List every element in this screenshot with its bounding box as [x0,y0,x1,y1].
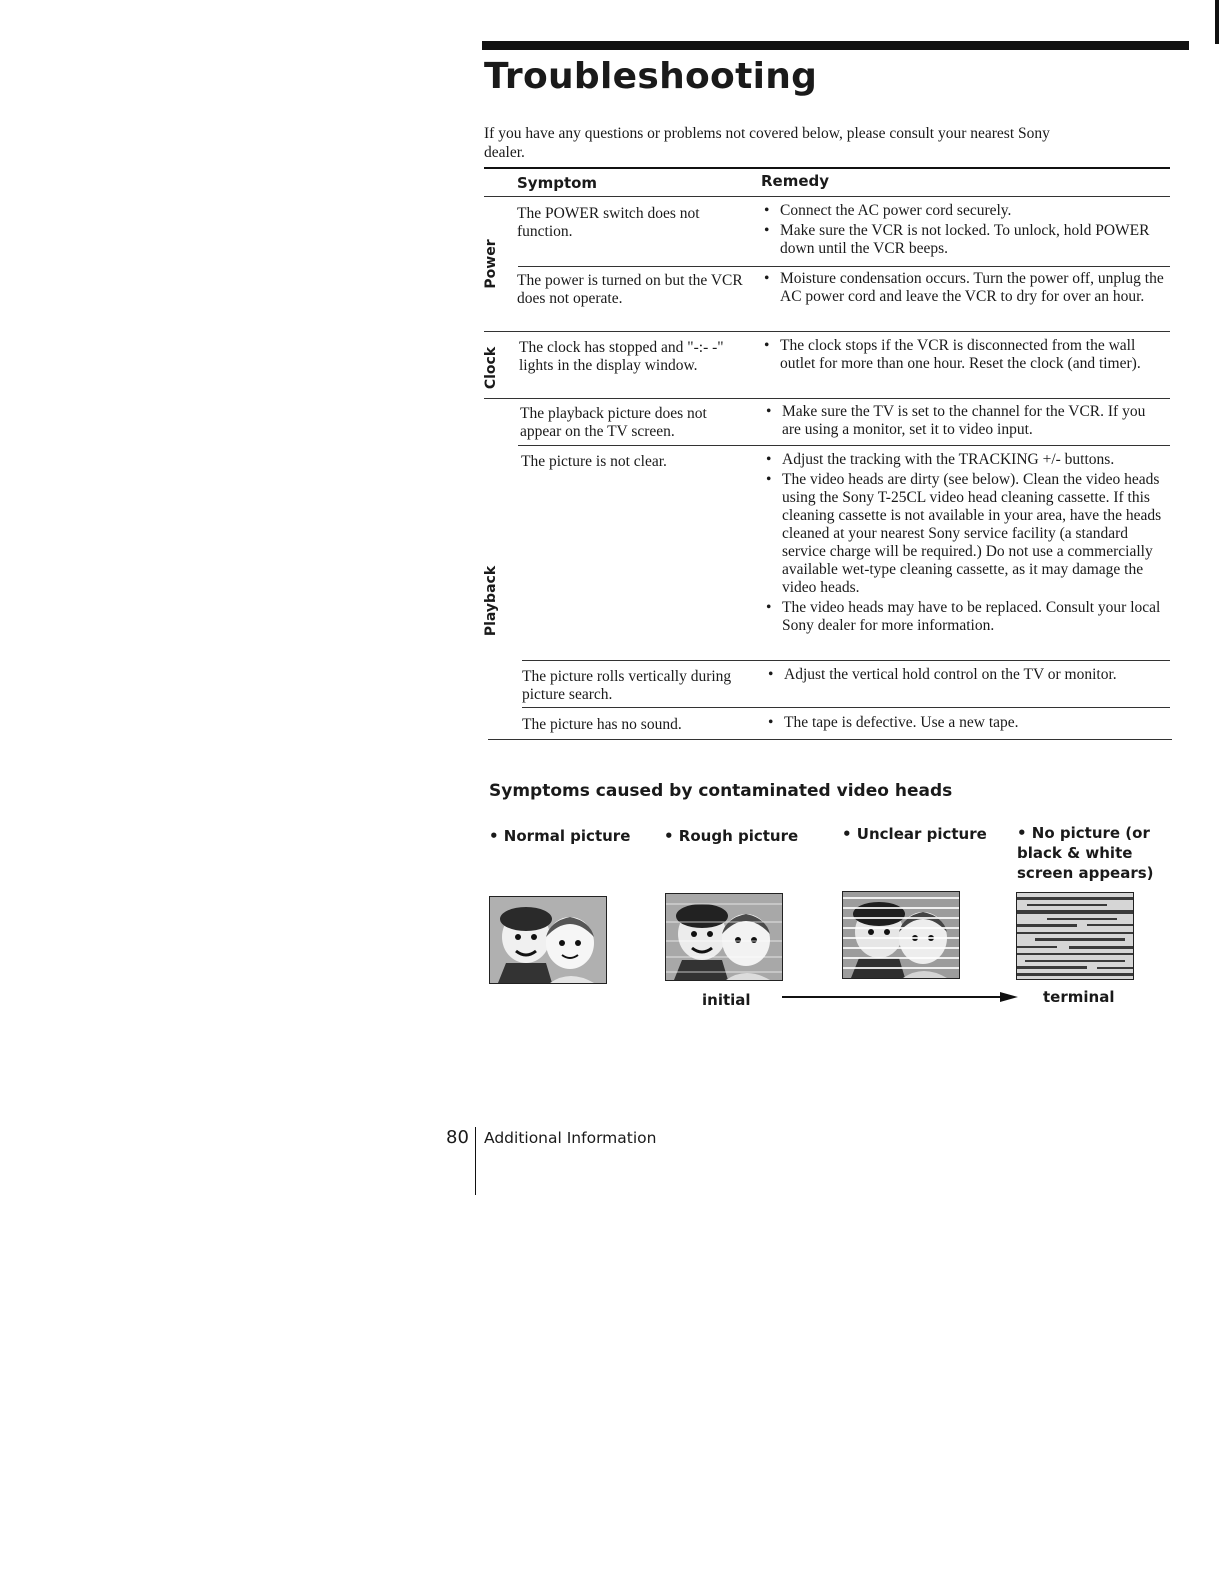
remedy-list [768,666,1168,686]
remedy-list [766,451,1174,637]
remedy-item: • Connect the AC power cord securely. [764,202,1164,220]
remedy-item: • Make sure the VCR is not locked. To unlock, hold POWER down until the VCR beeps. [764,222,1164,258]
picture-label-unclear: • Unclear picture [842,825,987,843]
title-rule [482,41,1189,50]
remedy-item: • The tape is defective. Use a new tape. [768,714,1168,732]
unclear-picture-photo [842,891,960,979]
remedy-item: • Adjust the tracking with the TRACKING +/- buttons. [766,451,1174,469]
remedy-list [768,714,1168,734]
footer-rule [475,1127,476,1195]
contamination-heading: Symptoms caused by contaminated video heads [489,781,953,801]
picture-label-normal: • Normal picture [489,827,631,845]
group-rule [484,398,1170,399]
progression-arrow-icon [782,991,1018,1003]
table-top-rule [484,167,1170,169]
remedy-list [764,202,1164,260]
picture-label-no-picture: • No picture (or black & white screen appears) [1017,824,1154,882]
group-rule [484,331,1170,332]
remedy-list [766,403,1166,441]
remedy-list [764,337,1164,375]
symptom-cell: The power is turned on but the VCR does not operate. [517,272,743,307]
remedy-item: • Adjust the vertical hold control on the TV or monitor. [768,666,1168,684]
remedy-list [764,270,1164,308]
remedy-item: • Make sure the TV is set to the channel for the VCR. If you are using a monitor, set it to video input. [766,403,1166,439]
row-rule [522,707,1170,708]
remedy-item: • The clock stops if the VCR is disconnected from the wall outlet for more than one hour. Reset the clock (and timer). [764,337,1164,373]
remedy-item: • The video heads may have to be replaced. Consult your local Sony dealer for more information. [766,599,1174,635]
group-label-power: Power [483,239,499,289]
no-picture-noise [1016,892,1134,980]
picture-label-rough: • Rough picture [664,827,799,845]
remedy-column-header: Remedy [761,172,830,190]
page-number: 80 [446,1127,469,1148]
page-title: Troubleshooting [484,56,818,97]
symptom-cell: The picture is not clear. [521,453,667,470]
remedy-item: • The video heads are dirty (see below). Clean the video heads using the Sony T-25CL video head cleaning cassette. If this cleaning cassette is not available in your area, have the heads cleaned at your nearest Sony service facility (a standard service charge will be required.) Do not use a commercially available wet-type cleaning cassette, as it may damage the video heads. [766,471,1174,597]
scale-end-label: terminal [1043,988,1115,1006]
scale-start-label: initial [702,991,751,1009]
symptom-cell: The POWER switch does not function. [517,205,700,240]
remedy-item: • Moisture condensation occurs. Turn the power off, unplug the AC power cord and leave the VCR to dry for over an hour. [764,270,1164,306]
symptom-cell: The picture has no sound. [522,716,682,733]
symptom-column-header: Symptom [517,174,598,192]
intro-text: If you have any questions or problems not covered below, please consult your nearest Sony dealer. [484,125,1050,161]
symptom-cell: The clock has stopped and "-:- -" lights in the display window. [519,339,724,374]
group-label-clock: Clock [483,346,499,390]
rough-picture-photo [665,893,783,981]
page-edge-mark [1215,0,1219,44]
header-rule [484,196,1170,197]
row-rule [518,445,1170,446]
table-bottom-rule [488,739,1172,740]
symptom-cell: The playback picture does not appear on the TV screen. [520,405,707,440]
row-rule [518,266,1170,267]
group-label-playback: Playback [483,565,499,637]
footer-section-label: Additional Information [484,1129,657,1147]
row-rule [522,660,1170,661]
symptom-cell: The picture rolls vertically during picture search. [522,668,732,703]
normal-picture-photo [489,896,607,984]
